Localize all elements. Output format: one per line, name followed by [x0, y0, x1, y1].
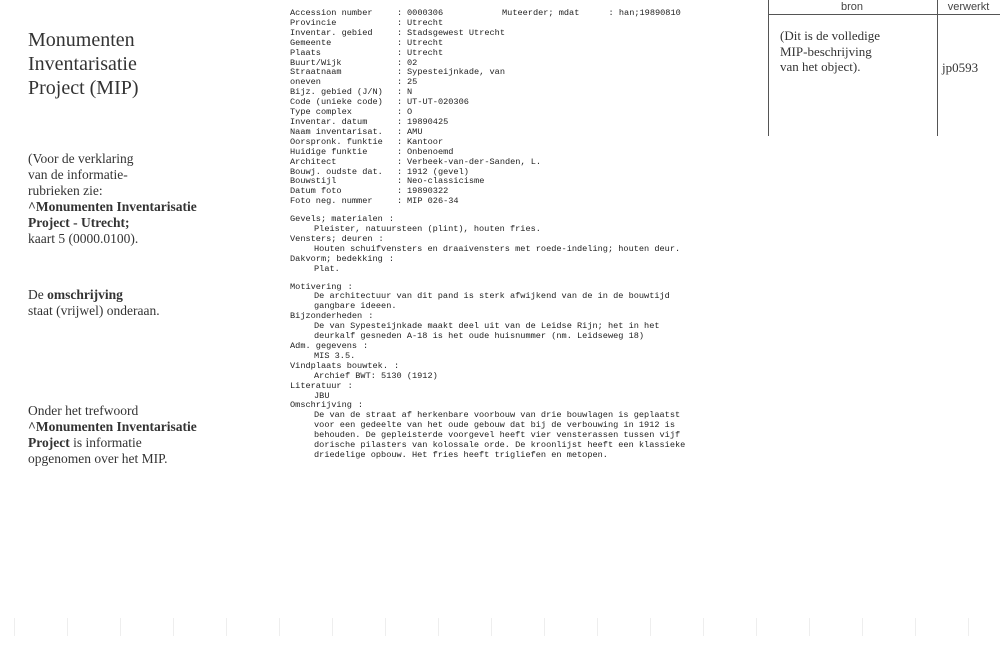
field-value: 19890322 [407, 186, 449, 197]
collection-title-line: Inventarisatie [28, 53, 137, 75]
record-fields [290, 9, 750, 207]
note-reference-link[interactable]: Project - Utrecht; [28, 215, 130, 230]
collection-title-line: Project (MIP) [28, 77, 139, 99]
record-field [290, 158, 750, 168]
processed-by-value: jp0593 [942, 60, 979, 75]
mutation-info [502, 9, 681, 19]
field-label: Bijz. gebied (J/N) [290, 88, 383, 98]
record-field [290, 168, 750, 178]
field-separator: : [397, 57, 403, 68]
note-reference-link[interactable]: ^Monumenten Inventarisatie [28, 199, 197, 214]
column-header-verwerkt: verwerkt [947, 1, 990, 13]
section-label-text: Bijzonderheden [290, 311, 363, 322]
note-text: is informatie [69, 435, 142, 450]
note-line: kaart 5 (0000.0100). [28, 231, 139, 246]
field-label: Bouwstijl [290, 177, 337, 187]
field-separator: : [397, 97, 403, 108]
field-separator: : [397, 17, 403, 28]
field-value: Kantoor [407, 136, 444, 147]
section-label [290, 342, 750, 352]
field-value: Neo-classicisme [407, 176, 485, 187]
note-reference-link[interactable]: Project [28, 435, 70, 450]
note-reference-link[interactable]: ^Monumenten Inventarisatie [28, 419, 197, 434]
field-value: 0000306 [407, 8, 444, 18]
record-sections-physical [290, 215, 750, 274]
record-field [290, 138, 750, 148]
punch-mark [597, 618, 598, 636]
field-value: 19890425 [407, 116, 449, 127]
section-text-line: De van Sypesteijnkade maakt deel uit van de Leidse Rijn; het in het [314, 321, 660, 332]
section-text-line: De van de straat af herkenbare voorbouw van drie bouwlagen is geplaatst [314, 410, 681, 421]
field-label: Oorspronk. funktie [290, 137, 383, 147]
record-field [290, 108, 750, 118]
field-value: Onbenoemd [407, 146, 454, 157]
punch-mark [173, 618, 174, 636]
field-separator: : [397, 156, 403, 167]
field-separator: : [397, 166, 403, 177]
field-value: Utrecht [407, 17, 444, 28]
punch-mark [809, 618, 810, 636]
field-value: 25 [407, 77, 418, 88]
note-line: rubrieken zie: [28, 183, 103, 198]
section-label-text: Dakvorm; bedekking [290, 253, 383, 264]
field-label: Accession number [290, 9, 373, 18]
section-label-text: Gevels; materialen [290, 214, 383, 225]
field-separator: : [397, 196, 403, 207]
field-label: Provincie [290, 18, 337, 28]
punch-mark [756, 618, 757, 636]
collection-title [28, 28, 248, 100]
field-separator: : [397, 116, 403, 127]
section-text-line: JBU [314, 390, 330, 401]
punch-mark [703, 618, 704, 636]
punch-mark [279, 618, 280, 636]
field-value: UT-UT-020306 [407, 97, 469, 108]
source-line: van het object). [780, 59, 861, 74]
field-value: AMU [407, 126, 423, 137]
punch-mark [862, 618, 863, 636]
field-separator: : [397, 126, 403, 137]
section-separator: : [347, 281, 353, 292]
section-label-text: Adm. gegevens [290, 341, 358, 351]
mutation-label: Muteerder; mdat [502, 8, 580, 18]
punch-mark [915, 618, 916, 636]
field-separator: : [397, 37, 403, 48]
field-value: Verbeek-van-der-Sanden, L. [407, 156, 542, 167]
field-separator: : [397, 27, 403, 38]
field-separator: : [397, 186, 403, 197]
section-text-line: Houten schuifvensters en draaivensters met roede-indeling; houten deur. [314, 243, 681, 254]
source-table [768, 0, 1000, 136]
section-label-text: Omschrijving [290, 400, 352, 411]
card-punch-marks [0, 618, 1000, 638]
section-text-line: behouden. De gepleisterde voorgevel heeft vier vensterassen tussen vijf [314, 430, 681, 441]
section-text-line: De architectuur van dit pand is sterk afwijkend van de in de bouwtijd [314, 291, 670, 302]
punch-mark [120, 618, 121, 636]
punch-mark [67, 618, 68, 636]
punch-mark [650, 618, 651, 636]
field-value: Utrecht [407, 37, 444, 48]
punch-mark [968, 618, 969, 636]
section-text-line: gangbare ideeen. [314, 301, 397, 312]
record-field [290, 49, 750, 59]
field-label: Code (unieke code) [290, 98, 383, 108]
field-value: O [407, 107, 413, 118]
punch-mark [226, 618, 227, 636]
info-note-rubrieken [28, 151, 258, 247]
field-separator: : [397, 176, 403, 187]
note-line: van de informatie- [28, 167, 128, 182]
section-separator: : [347, 380, 353, 391]
field-value: MIP 026-34 [407, 196, 459, 207]
info-note-omschrijving [28, 287, 258, 319]
section-text-line: driedelige opbouw. Het fries heeft trigliefen en metopen. [314, 449, 608, 460]
note-line: (Voor de verklaring [28, 151, 134, 166]
record-field [290, 118, 750, 128]
section-separator: : [394, 360, 400, 371]
section-separator: : [378, 233, 384, 244]
source-line: (Dit is de volledige [780, 28, 881, 43]
note-bold-term: omschrijving [47, 287, 123, 302]
section-label-text: Motivering [290, 281, 342, 292]
field-label: Straatnaam [290, 68, 342, 78]
info-note-trefwoord [28, 403, 258, 467]
section-separator: : [363, 341, 369, 351]
note-line: Onder het trefwoord [28, 403, 139, 418]
punch-mark [544, 618, 545, 636]
section-text-line: dorische pilasters van kolossale orde. De kroonlijst heeft een klassieke [314, 440, 686, 451]
field-label: Naam inventarisat. [290, 127, 383, 137]
record-field [290, 78, 750, 88]
section-text-line: Plat. [314, 263, 340, 274]
field-value: 02 [407, 57, 418, 68]
section-text-line: MIS 3.5. [314, 350, 356, 361]
field-separator: : [397, 47, 403, 58]
field-separator: : [397, 77, 403, 88]
record-field [290, 197, 750, 207]
mutation-value: han;19890810 [618, 8, 681, 18]
record-field [290, 39, 750, 49]
field-label: Type complex [290, 108, 352, 118]
section-text-line: voor een gedeelte van het oude gebouw dat bij de verbouwing in 1912 is [314, 420, 675, 431]
field-label: Foto neg. nummer [290, 197, 373, 207]
section-label-text: Literatuur [290, 380, 342, 391]
field-label: Plaats [290, 48, 321, 58]
field-label: Gemeente [290, 38, 332, 48]
field-label: Datum foto [290, 187, 342, 197]
record-field [290, 19, 750, 29]
section-label-text: Vensters; deuren [290, 233, 373, 244]
section-text-line: Pleister, natuursteen (plint), houten fries. [314, 224, 541, 235]
record-field [290, 187, 750, 197]
field-label: Inventar. datum [290, 117, 368, 127]
collection-title-line: Monumenten [28, 29, 135, 51]
record-field [290, 128, 750, 138]
record-sections-description [290, 283, 750, 461]
field-separator: : [397, 67, 403, 78]
section-separator: : [368, 311, 374, 322]
mutation-sep: : [608, 8, 614, 18]
field-label: Architect [290, 157, 337, 167]
punch-mark [491, 618, 492, 636]
note-line: staat (vrijwel) onderaan. [28, 303, 160, 318]
field-separator: : [397, 107, 403, 118]
record-field [290, 68, 750, 78]
punch-mark [385, 618, 386, 636]
field-separator: : [397, 87, 403, 98]
section-label [290, 255, 750, 265]
punch-mark [14, 618, 15, 636]
field-value: Stadsgewest Utrecht [407, 27, 505, 38]
note-text: De [28, 287, 48, 302]
section-separator: : [388, 253, 394, 264]
record-field [290, 59, 750, 69]
field-value: 1912 (gevel) [407, 166, 469, 177]
record-field [290, 88, 750, 98]
field-value: Utrecht [407, 47, 444, 58]
field-separator: : [397, 136, 403, 147]
punch-mark [332, 618, 333, 636]
section-text-line: deurkalf gesneden A-18 is het oude huisnummer (nm. Leidseweg 18) [314, 331, 645, 342]
section-label-text: Vindplaats bouwtek. [290, 360, 388, 371]
field-separator: : [397, 8, 403, 18]
section-text-line: Archief BWT: 5130 (1912) [314, 370, 438, 381]
record-field [290, 177, 750, 187]
section-separator: : [388, 214, 394, 225]
section-separator: : [357, 400, 364, 411]
field-label: Bouwj. oudste dat. [290, 167, 383, 177]
record-field [290, 29, 750, 39]
field-separator: : [397, 146, 403, 157]
monument-record [290, 9, 750, 461]
column-header-bron: bron [840, 1, 864, 13]
field-label: oneven [290, 78, 321, 88]
source-description [780, 28, 930, 75]
field-label: Inventar. gebied [290, 28, 373, 38]
source-line: MIP-beschrijving [780, 43, 872, 59]
field-value: N [407, 87, 413, 98]
field-value: Sypesteijnkade, van [407, 67, 505, 78]
field-label: Buurt/Wijk [290, 58, 342, 68]
record-field [290, 98, 750, 108]
field-label: Huidige funktie [290, 147, 368, 157]
section-label [290, 382, 750, 392]
punch-mark [438, 618, 439, 636]
note-line: opgenomen over het MIP. [28, 451, 168, 466]
